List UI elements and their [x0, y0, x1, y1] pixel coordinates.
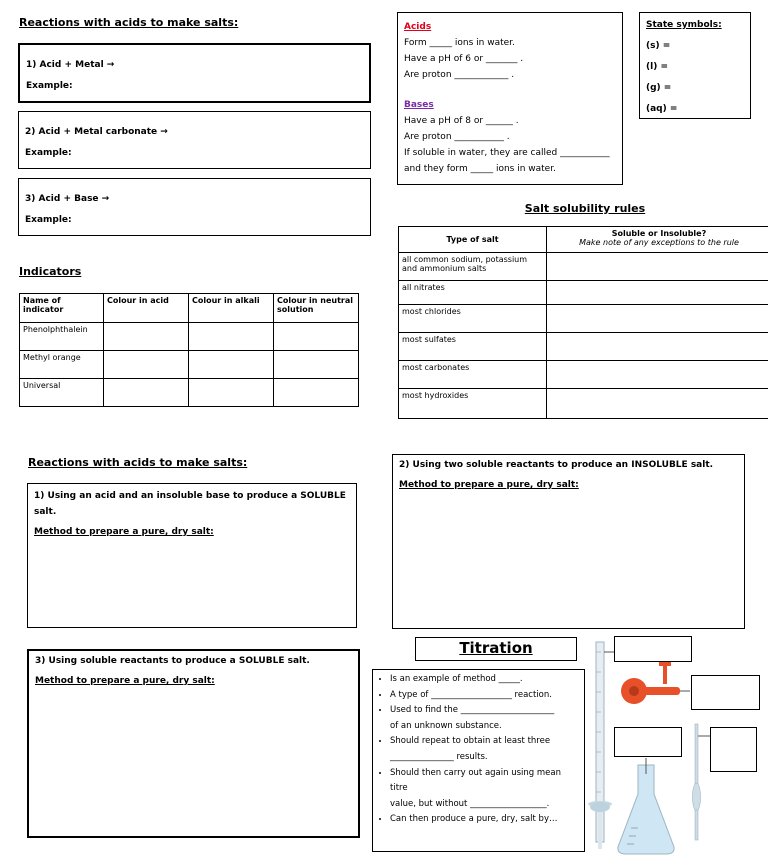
state-symbol-g: (g) =	[646, 83, 672, 93]
table-cell	[547, 389, 768, 419]
table-cell	[274, 351, 359, 379]
bases-line-1: Have a pH of 8 or ______ .	[404, 116, 519, 126]
table-cell	[104, 379, 189, 407]
bases-line-4: and they form _____ ions in water.	[404, 164, 556, 174]
table-cell	[547, 253, 768, 281]
state-symbol-aq: (aq) =	[646, 104, 678, 114]
method-box-2-label: Method to prepare a pure, dry salt:	[399, 480, 579, 490]
table-cell	[189, 351, 274, 379]
label-box-pipette	[710, 727, 757, 772]
method-box-2-title: 2) Using two soluble reactants to produce an INSOLUBLE salt.	[399, 460, 714, 470]
salt-type: most chlorides	[399, 305, 547, 333]
table-cell	[104, 323, 189, 351]
salt-type: most hydroxides	[399, 389, 547, 419]
reaction-box-3	[18, 178, 371, 236]
table-row	[399, 333, 768, 361]
label-box-burette	[614, 636, 692, 662]
method-box-3-title: 3) Using soluble reactants to produce a SOLUBLE salt.	[35, 656, 310, 666]
table-cell	[547, 281, 768, 305]
pipette-bulb	[693, 783, 701, 811]
acids-line-3: Are proton ____________ .	[404, 70, 515, 80]
solubility-header-note: Make note of any exceptions to the rule	[579, 238, 739, 247]
titration-bullet-cont: value, but without __________________.	[390, 798, 550, 809]
acids-bases-box	[397, 12, 623, 185]
titration-bullet-cont: _______________ results.	[390, 751, 488, 762]
table-cell	[547, 361, 768, 389]
reaction-3-example: Example:	[25, 215, 72, 225]
indicator-header-neutral: Colour in neutral solution	[274, 294, 359, 323]
table-row	[399, 281, 768, 305]
reaction-2-label: 2) Acid + Metal carbonate →	[25, 127, 168, 137]
indicator-name: Methyl orange	[20, 351, 104, 379]
bases-line-3: If soluble in water, they are called ___________	[404, 148, 610, 158]
state-symbol-l: (l) =	[646, 62, 668, 72]
state-symbol-s: (s) =	[646, 41, 671, 51]
pipette-tip	[695, 810, 698, 840]
table-row	[20, 323, 359, 351]
method-box-3	[27, 649, 360, 838]
titration-bullet: • Should repeat to obtain at least three	[390, 734, 581, 750]
conical-flask	[618, 765, 674, 854]
indicator-name: Universal	[20, 379, 104, 407]
indicator-header-name: Name of indicator	[20, 294, 104, 323]
pipette-filler-valve	[629, 686, 639, 696]
state-symbols-title: State symbols:	[646, 20, 722, 30]
solubility-title: Salt solubility rules	[524, 202, 646, 215]
method-box-2	[392, 454, 745, 629]
table-cell	[189, 323, 274, 351]
titration-bullet: • A type of ___________________ reaction.	[390, 688, 581, 704]
solubility-header-soluble-label: Soluble or Insoluble?	[611, 229, 707, 238]
reaction-box-2	[18, 111, 371, 169]
reaction-2-example: Example:	[25, 148, 72, 158]
reaction-1-label: 1) Acid + Metal →	[26, 60, 115, 70]
table-row	[399, 253, 768, 281]
table-row	[399, 361, 768, 389]
label-box-flask	[614, 727, 682, 757]
reaction-3-label: 3) Acid + Base →	[25, 194, 110, 204]
top-reactions-title: Reactions with acids to make salts:	[19, 16, 239, 29]
salt-type: most carbonates	[399, 361, 547, 389]
table-cell	[189, 379, 274, 407]
solubility-table	[398, 226, 768, 419]
table-cell	[274, 379, 359, 407]
indicator-name: Phenolphthalein	[20, 323, 104, 351]
solubility-header-soluble	[547, 227, 768, 253]
method-box-3-label: Method to prepare a pure, dry salt:	[35, 676, 215, 686]
bases-line-2: Are proton ___________ .	[404, 132, 510, 142]
solubility-header-type: Type of salt	[399, 227, 547, 253]
acids-title: Acids	[404, 22, 432, 32]
reaction-1-example: Example:	[26, 81, 73, 91]
indicators-table	[19, 293, 359, 407]
bottom-reactions-title: Reactions with acids to make salts:	[28, 456, 248, 469]
indicators-title: Indicators	[19, 265, 82, 278]
titration-notes-box	[372, 669, 585, 852]
titration-bullet-cont: of an unknown substance.	[390, 720, 502, 731]
state-symbols-box	[639, 12, 751, 119]
method-box-1-title: 1) Using an acid and an insoluble base to produce a SOLUBLE salt.	[34, 491, 346, 517]
method-box-1-label: Method to prepare a pure, dry salt:	[34, 527, 214, 537]
titration-bullet: • Used to find the ______________________	[390, 703, 581, 719]
acids-line-2: Have a pH of 6 or _______ .	[404, 54, 524, 64]
table-cell	[104, 351, 189, 379]
bases-title: Bases	[404, 100, 434, 110]
titration-bullet: • Is an example of method _____.	[390, 672, 581, 688]
method-box-1	[27, 483, 357, 628]
table-row	[20, 379, 359, 407]
table-row	[399, 305, 768, 333]
table-row	[399, 389, 768, 419]
titration-title: Titration	[459, 639, 533, 657]
titration-list	[376, 672, 581, 828]
salt-type: all nitrates	[399, 281, 547, 305]
titration-bullet: • Can then produce a pure, dry, salt by…	[390, 812, 581, 828]
indicator-header-alkali: Colour in alkali	[189, 294, 274, 323]
indicator-header-acid: Colour in acid	[104, 294, 189, 323]
salt-type: most sulfates	[399, 333, 547, 361]
acids-line-1: Form _____ ions in water.	[404, 38, 515, 48]
table-row	[20, 351, 359, 379]
salt-type: all common sodium, potassium and ammonium salts	[399, 253, 547, 281]
burette-stand-base	[590, 802, 610, 812]
label-box-pipette-filler	[691, 675, 760, 710]
reaction-box-1	[18, 43, 371, 103]
table-cell	[547, 305, 768, 333]
titration-bullet: • Should then carry out again using mean titre	[390, 766, 581, 797]
titration-title-box	[415, 637, 577, 661]
table-cell	[547, 333, 768, 361]
table-cell	[274, 323, 359, 351]
